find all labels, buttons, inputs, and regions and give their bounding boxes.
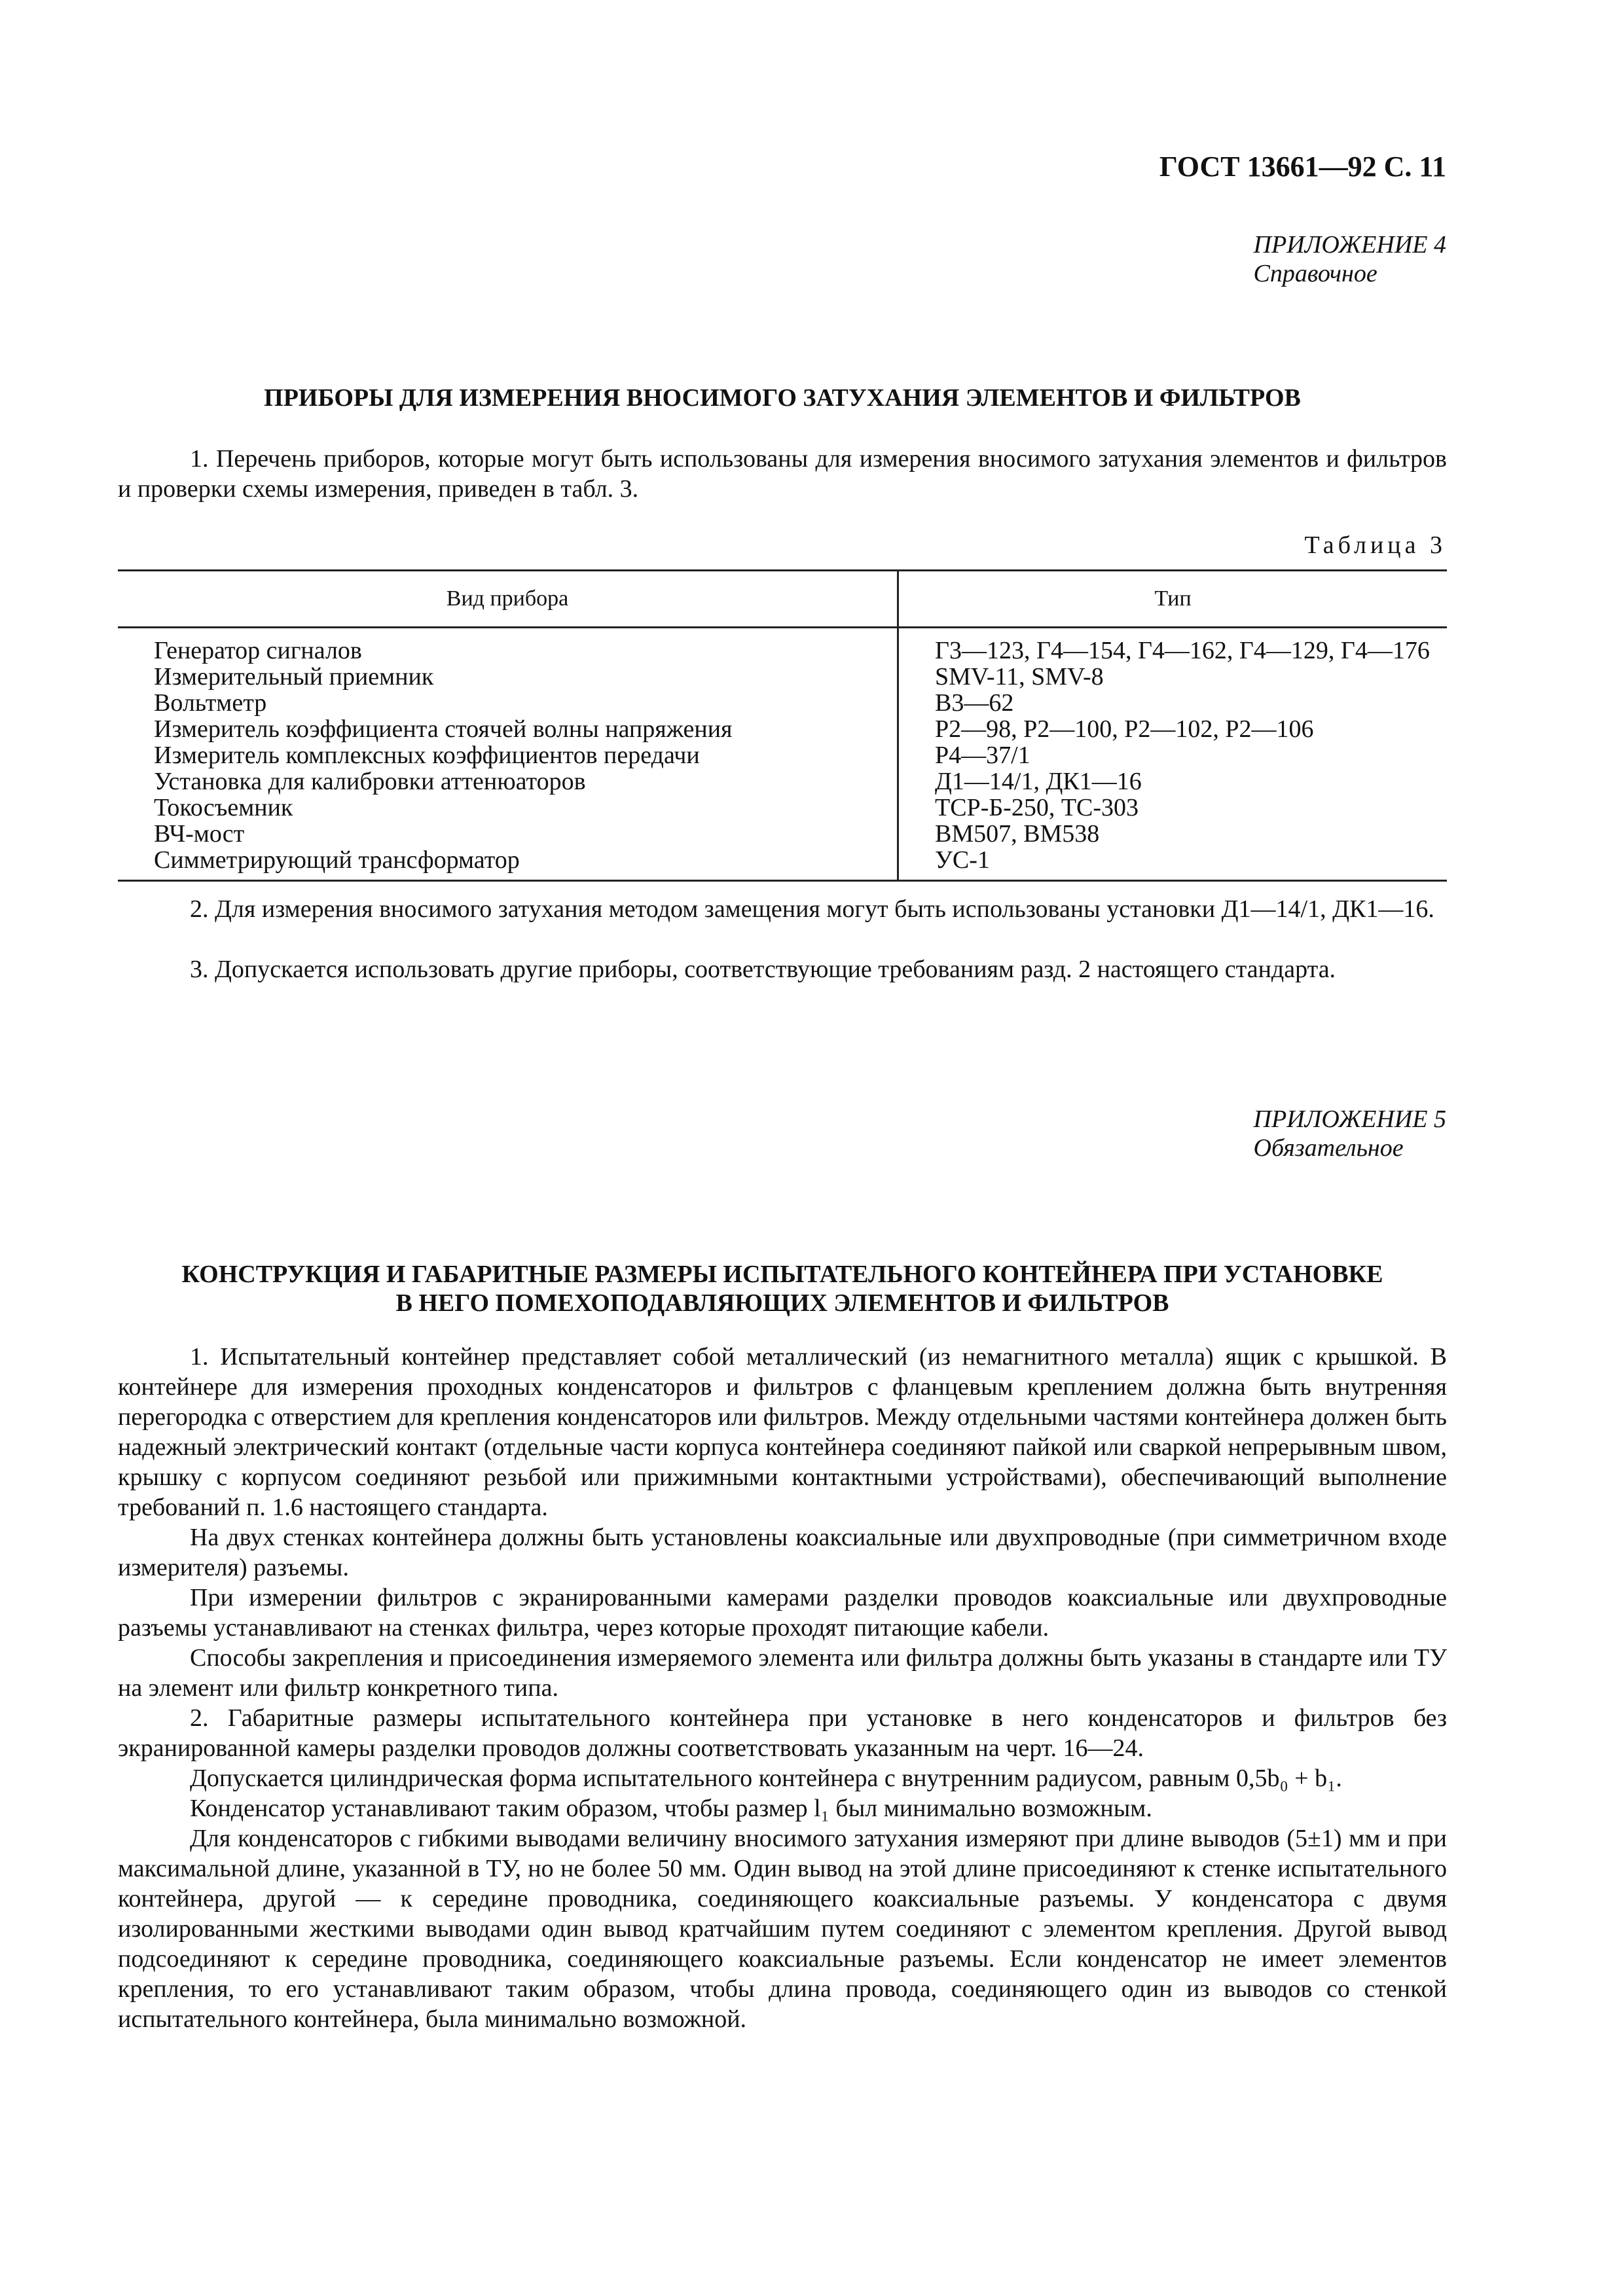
section-2-paragraph — [118, 1823, 1447, 2034]
table-cell: Измеритель комплексных коэффициентов передачи — [118, 742, 898, 768]
section-2-body — [118, 1342, 1447, 2034]
section-2-paragraph-text: Конденсатор устанавливают таким образом, чтобы размер l₁ был минимально возможным. — [190, 1795, 1152, 1822]
page-header: ГОСТ 13661—92 С. 11 — [1159, 151, 1446, 183]
section-1-paragraph-2 — [118, 894, 1447, 924]
appendix-5-subtitle: Обязательное — [1253, 1134, 1404, 1162]
section-1-paragraph-1-text: 1. Перечень приборов, которые могут быть использованы для измерения вносимого затухания элементов и фильтров и проверки схемы измерения, приведен в табл. 3. — [118, 445, 1447, 503]
appendix-4-subtitle: Справочное — [1253, 260, 1377, 287]
table-cell: Р2—98, Р2—100, Р2—102, Р2—106 — [935, 715, 1314, 743]
section-2-paragraph-text: Допускается цилиндрическая форма испытательного контейнера с внутренним радиусом, равным 0,5b₀ + b₁. — [190, 1765, 1342, 1792]
table-cell: ТСР-Б-250, ТС-303 — [935, 794, 1139, 821]
table-cell: Измеритель коэффициента стоячей волны напряжения — [118, 716, 898, 742]
section-2-title-line-2: В НЕГО ПОМЕХОПОДАВЛЯЮЩИХ ЭЛЕМЕНТОВ И ФИЛЬТРОВ — [395, 1289, 1169, 1317]
section-2-paragraph-text: Способы закрепления и присоединения измеряемого элемента или фильтра должны быть указаны в стандарте или ТУ на элемент или фильтр конкретного типа. — [118, 1644, 1447, 1702]
section-1-paragraph-3 — [118, 954, 1447, 984]
table-row — [118, 628, 1447, 664]
table-cell: Измерительный приемник — [118, 664, 898, 690]
table-cell: Генератор сигналов — [118, 628, 898, 664]
table-row — [118, 821, 1447, 847]
section-2-paragraph — [118, 1643, 1447, 1703]
table-cell: Установка для калибровки аттенюаторов — [118, 768, 898, 795]
table-cell: ВМ507, ВМ538 — [935, 820, 1100, 848]
appendix-5-title: ПРИЛОЖЕНИЕ 5 — [1253, 1105, 1446, 1133]
table-header-cell: Тип — [898, 571, 1448, 628]
appendix-4-title: ПРИЛОЖЕНИЕ 4 — [1253, 231, 1446, 259]
section-2-paragraph-text: 2. Габаритные размеры испытательного контейнера при установке в него конденсаторов и фильтров без экранированной камеры разделки проводов должны соответствовать указанным на черт. 16—24. — [118, 1704, 1447, 1762]
table-cell: В3—62 — [935, 689, 1014, 717]
appendix-4-label — [1254, 230, 1446, 288]
table-header-row — [118, 571, 1447, 628]
table-cell: SMV-11, SMV-8 — [935, 663, 1104, 691]
section-2-paragraph-text: Для конденсаторов с гибкими выводами величину вносимого затухания измеряют при длине выводов (5±1) мм и при максимальной длине, указанной в ТУ, но не более 50 мм. Один вывод на этой длине присоединяют к стенке испытательного контейнера, другой — к середине проводника, соединяющего коаксиальные разъемы. У конденсатора с двумя изолированными жесткими выводами один вывод кратчайшим путем соединяют с элементом крепления. Другой вывод подсоединяют к середине проводника, соединяющего коаксиальные разъемы. Если конденсатор не имеет элементов крепления, то его устанавливают таким образом, чтобы длина провода, соединяющего один из выводов со стенкой испытательного контейнера, была минимально возможной. — [118, 1825, 1447, 2033]
section-2-title — [118, 1260, 1447, 1318]
table-caption: Таблица 3 — [1304, 531, 1446, 559]
table-row — [118, 664, 1447, 690]
section-2-paragraph-text: 1. Испытательный контейнер представляет собой металлический (из немагнитного металла) ящик с крышкой. В контейнере для измерения проходных конденсаторов и фильтров с фланцевым креплением должна быть внутренняя перегородка с отверстием для крепления конденсаторов или фильтров. Между отдельными частями контейнера должен быть надежный электрический контакт (отдельные части корпуса контейнера соединяют пайкой или сваркой непрерывным швом, крышку с корпусом соединяют резьбой или прижимными контактными устройствами), обеспечивающий выполнение требований п. 1.6 настоящего стандарта. — [118, 1343, 1447, 1521]
section-2-paragraph-text: На двух стенках контейнера должны быть установлены коаксиальные или двухпроводные (при симметричном входе измерителя) разъемы. — [118, 1524, 1447, 1581]
appendix-5-label — [1254, 1105, 1446, 1162]
table-cell: УС-1 — [898, 847, 1448, 881]
section-2-title-line-1: КОНСТРУКЦИЯ И ГАБАРИТНЫЕ РАЗМЕРЫ ИСПЫТАТЕЛЬНОГО КОНТЕЙНЕРА ПРИ УСТАНОВКЕ — [181, 1261, 1383, 1288]
table-cell: Симметрирующий трансформатор — [118, 847, 898, 881]
section-2-paragraph — [118, 1703, 1447, 1763]
table-row — [118, 690, 1447, 716]
section-1-paragraph-3-text: 3. Допускается использовать другие приборы, соответствующие требованиям разд. 2 настоящего стандарта. — [190, 956, 1336, 983]
table-row — [118, 795, 1447, 821]
section-2-paragraph — [118, 1342, 1447, 1522]
section-1-paragraph-2-text: 2. Для измерения вносимого затухания методом замещения могут быть использованы установки Д1—14/1, ДК1—16. — [190, 895, 1434, 923]
table-row — [118, 716, 1447, 742]
table-cell: Г3—123, Г4—154, Г4—162, Г4—129, Г4—176 — [935, 637, 1430, 664]
instruments-table — [118, 569, 1447, 882]
section-2-paragraph — [118, 1522, 1447, 1583]
table-cell: Токосъемник — [118, 795, 898, 821]
section-1-title: ПРИБОРЫ ДЛЯ ИЗМЕРЕНИЯ ВНОСИМОГО ЗАТУХАНИЯ ЭЛЕМЕНТОВ И ФИЛЬТРОВ — [264, 384, 1301, 412]
table-cell: Вольтметр — [118, 690, 898, 716]
table-row — [118, 847, 1447, 881]
section-2-paragraph-text: При измерении фильтров с экранированными камерами разделки проводов коаксиальные или двухпроводные разъемы устанавливают на стенках фильтра, через которые проходят питающие кабели. — [118, 1584, 1447, 1641]
table-row — [118, 742, 1447, 768]
section-2-paragraph — [118, 1793, 1447, 1823]
table-cell: Р4—37/1 — [935, 742, 1030, 769]
table-cell: Д1—14/1, ДК1—16 — [935, 768, 1142, 795]
table-cell: ВЧ-мост — [118, 821, 898, 847]
table-header-cell: Вид прибора — [118, 571, 898, 628]
section-1-paragraph-1 — [118, 444, 1447, 504]
section-2-paragraph — [118, 1763, 1447, 1793]
table-row — [118, 768, 1447, 795]
section-2-paragraph — [118, 1583, 1447, 1643]
